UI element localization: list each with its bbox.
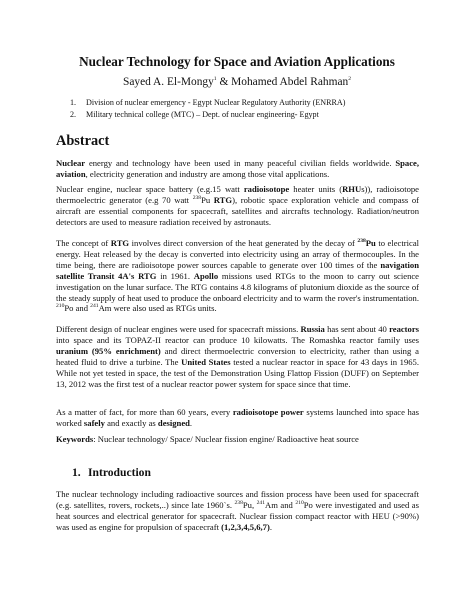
text-run: s)), radioisotope thermoelectric generator (e.g 70 watt [56,184,419,205]
isotope-mass-number: 238 [192,195,202,202]
citation-list: (1,2,3,4,5,6,7) [221,521,270,532]
affiliation-number: 1. [70,98,77,107]
isotope-mass-number: 210 [56,303,65,310]
text-run: Am and [265,499,296,510]
bold-term: RHU [342,184,362,194]
affiliation-list [70,97,345,120]
paper-title: Nuclear Technology for Space and Aviation Applications [79,54,395,69]
text-run: Pu, [242,499,257,510]
bold-term: designed [157,417,190,428]
keywords-text: : Nuclear technology/ Space/ Nuclear fission engine/ Radioactive heat source [93,434,359,444]
text-run: . [189,417,193,428]
text-run: Nuclear engine, nuclear space battery (e.g.15 watt [56,184,244,194]
abstract-heading: Abstract [56,133,110,149]
keywords-label: Keywords [56,434,94,444]
text-run: heater units ( [289,184,343,194]
text-run: The concept of [56,238,111,248]
introduction-paragraph-1 [56,489,419,533]
bold-term: Nuclear [56,158,86,168]
bold-term: Pu [365,238,376,248]
bold-term: radioisotope [243,184,290,194]
text-run: systems launched into space has worked [56,407,419,428]
text-run: , electricity generation and industry are among those vital applications. [85,168,330,179]
author-2-affil-mark: 2 [348,76,352,83]
text-run: Po were investigated and used as heat sources and electrical generator for spacecraft. Nuclear fission compact reactor with HEU (>90%) was used as engine for propulsion of spacecraft [56,499,419,532]
isotope-mass-number: 241 [256,500,266,507]
bold-term: RTG [110,238,130,248]
affiliation-text: Division of nuclear emergency - Egypt Nuclear Regulatory Authority (ENRRA) [86,98,346,107]
bold-term: Russia [300,324,325,334]
affiliation-number: 2. [70,109,77,119]
abstract-paragraph-1 [56,158,419,180]
isotope-mass-number: 241 [90,303,99,310]
text-run: in 1961. [156,270,194,281]
abstract-paragraph-4 [56,324,419,389]
affiliation-item [70,97,345,109]
bold-term: navigation satellite Transit 4A's RTG [56,259,419,281]
section-title: Introduction [88,466,151,479]
text-run: Pu [201,194,214,205]
affiliation-item [70,109,345,121]
text-run: energy and technology have been used in many peaceful civilian fields worldwide. [85,158,396,168]
abstract-paragraph-3 [56,238,419,314]
text-run: ), robotic space exploration vehicle and compass of aircraft are essential components for spacecraft, satellites and aircrafts technology. Radiation/neutron detectors are used to measure radiation received by astronauts. [56,194,419,227]
bold-term: reactors [389,324,419,334]
abstract-paragraph-2 [56,184,419,228]
text-run: missions used RTGs to the moon to carry out science investigation on the lunar surface. The RTG contains 4.8 kilograms of plutonium dioxide as the source of the steady supply of heat used to produce the onboard electricity and to warm the rover's instrumentation. [56,270,419,303]
bold-term: uranium (95% enrichment) [56,345,161,356]
affiliation-text: Military technical college (MTC) – Dept. of nuclear engineering- Egypt [86,109,319,119]
bold-term: radioisotope power [232,407,304,417]
bold-term: safely [83,417,105,428]
keywords-line [56,434,419,445]
abstract-paragraph-5 [56,407,419,429]
bold-term: Apollo [193,270,219,281]
text-run: The nuclear technology including radioactive sources and fission process have been used for spacecraft (e.g. satellites, rovers, rockets,..) since late 1960`s. [56,489,419,510]
text-run: Different design of nuclear engines were used for spacecraft missions. [56,324,301,334]
bold-term: United States [181,356,231,367]
text-run: Po and [64,303,91,314]
author-joiner: & [216,76,232,88]
text-run: As a matter of fact, for more than 60 years, every [56,407,233,417]
author-1-affil-mark: 1 [213,76,217,83]
section-number: 1. [72,466,81,479]
text-run: . [269,521,272,532]
text-run: involves direct conversion of the heat generated by the decay of [129,238,358,248]
introduction-heading [72,466,151,479]
text-run: and direct thermoelectric conversion to electricity, rather than using a heated fluid to drive a turbine. The [56,345,419,367]
text-run: Am were also used as RTGs units. [98,303,217,314]
text-run: to electrical energy. Heat released by the decay is converted into electricity using an array of thermocouples. In the time being, there are radioisotope power sources capable to generate over 100 times of the [56,238,420,270]
isotope-mass-number: 238 [234,500,243,507]
text-run: and exactly as [104,417,158,428]
isotope-mass-number: 210 [295,500,304,507]
text-run: tested a nuclear reactor in space for 43 days in 1965. While not yet tested in space, the test of the Demonstration Using Flattop Fission (DUFF) on September 13, 2012 was the first test of a nuclear reactor power system for space since that time. [56,356,420,389]
bold-term: RTG [213,194,233,205]
author-1: Sayed A. El-Mongy [122,76,214,88]
author-2: Mohamed Abdel Rahman [231,76,349,88]
text-run: into space and its TOPAZ-II reactor can produce 10 kilowatts. The Romashka reactor family uses [56,334,419,345]
isotope-mass-number: 238 [357,238,366,245]
author-line [0,76,474,88]
bold-term: Space, aviation [56,158,419,179]
text-run: has sent about 40 [324,324,390,334]
